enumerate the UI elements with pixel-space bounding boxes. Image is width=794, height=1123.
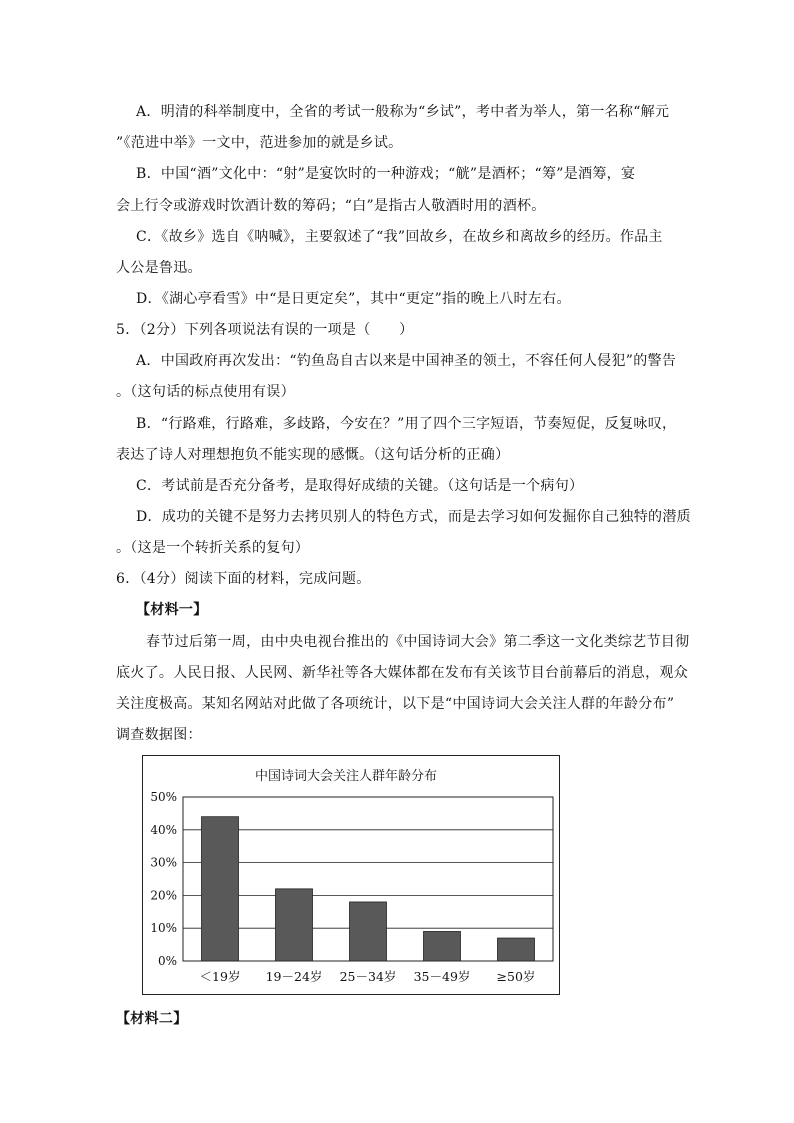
y-tick-label: 30% — [150, 855, 177, 870]
x-tick-label: 35－49岁 — [413, 969, 471, 984]
q4-option-d: D．《湖心亭看雪》中“是日更定矣”，其中“更定”指的晚上八时左右。 — [136, 291, 571, 307]
q5-stem: 5．（2分）下列各项说法有误的一项是（ ） — [116, 322, 414, 338]
bar — [276, 889, 313, 961]
q5-option-d-cont: 。（这是一个转折关系的复句） — [116, 540, 310, 556]
q4-option-b-cont: 会上行令或游戏时饮酒计数的筹码；“白”是指古人敬酒时用的酒杯。 — [116, 198, 546, 214]
q5-option-d: D．成功的关键不是努力去拷贝别人的特色方式，而是去学习如何发掘你自己独特的潜质 — [136, 509, 691, 525]
bar — [350, 902, 387, 961]
q4-option-c-cont: 人公是鲁迅。 — [116, 260, 202, 276]
bar — [498, 938, 535, 961]
q5-option-a-cont: 。（这句话的标点使用有误） — [116, 384, 295, 400]
material1-label: 【材料一】 — [136, 602, 208, 618]
x-tick-label: 25－34岁 — [339, 969, 397, 984]
q5-option-b: B．“行路难，行路难，多歧路，今安在？”用了四个三字短语，节奏短促，反复咏叹， — [136, 416, 677, 432]
y-tick-label: 50% — [150, 790, 177, 804]
material1-paragraph-line-1: 春节过后第一周，由中央电视台推出的《中国诗词大会》第二季这一文化类综艺节目彻 — [146, 634, 690, 650]
q5-option-a: A．中国政府再次发出：“钓鱼岛自古以来是中国神圣的领土，不容任何人侵犯”的警告 — [136, 353, 677, 369]
chart-svg — [143, 756, 559, 994]
age-distribution-chart — [142, 755, 560, 995]
x-tick-label: 19－24岁 — [265, 969, 323, 984]
x-tick-label: ≥50岁 — [496, 969, 536, 984]
y-tick-label: 40% — [150, 822, 177, 837]
q5-option-b-cont: 表达了诗人对理想抱负不能实现的感慨。（这句话分析的正确） — [116, 447, 510, 463]
material1-paragraph-line-2: 底火了。人民日报、人民网、新华社等各大媒体都在发布有关该节目台前幕后的消息，观众 — [116, 665, 688, 681]
q4-option-b: B．中国“酒”文化中：“射”是宴饮时的一种游戏；“觥”是酒杯；“筹”是酒筹，宴 — [136, 166, 636, 182]
q4-option-a-cont: ”《范进中举》一文中，范进参加的就是乡试。 — [116, 135, 403, 151]
x-tick-label: ＜19岁 — [199, 969, 241, 984]
chart-title: 中国诗词大会关注人群年龄分布 — [254, 769, 438, 784]
material1-paragraph-line-4: 调查数据图： — [116, 727, 202, 743]
bar — [202, 817, 239, 961]
material1-paragraph-line-3: 关注度极高。某知名网站对此做了各项统计，以下是“中国诗词大会关注人群的年龄分布” — [116, 696, 675, 712]
q6-stem: 6．（4分）阅读下面的材料，完成问题。 — [116, 571, 371, 587]
q4-option-c: C．《故乡》选自《呐喊》，主要叙述了“我”回故乡，在故乡和离故乡的经历。作品主 — [136, 229, 663, 245]
material2-label: 【材料二】 — [116, 1011, 188, 1027]
y-tick-label: 20% — [150, 888, 177, 903]
q4-option-a: A．明清的科举制度中，全省的考试一般称为“乡试”，考中者为举人，第一名称“解元 — [136, 104, 670, 120]
q5-option-c: C．考试前是否充分备考，是取得好成绩的关键。（这句话是一个病句） — [136, 478, 584, 494]
y-tick-label: 10% — [150, 921, 177, 936]
y-tick-label: 0% — [157, 954, 177, 968]
bar — [424, 931, 461, 961]
